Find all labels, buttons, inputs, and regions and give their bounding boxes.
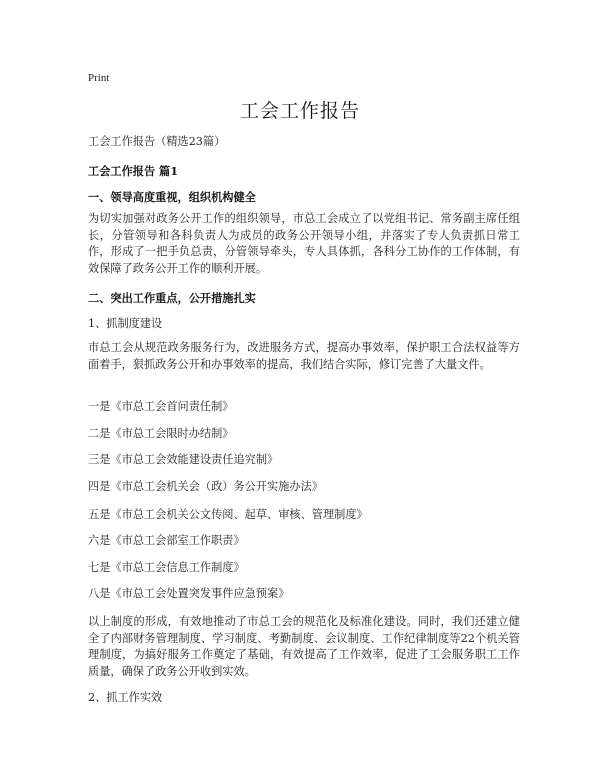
list-item: 一是《市总工会首问责任制》 — [88, 400, 234, 413]
paragraph-system-building: 市总工会从规范政务服务行为，改进服务方式，提高办事效率，保护职工合法权益等方面着手，狠抓政务公开和办事效率的提高，我们结合实际，修订完善了大量文件。 — [88, 341, 520, 371]
heading-leadership: 一、领导高度重视，组织机构健全 — [88, 190, 256, 204]
paragraph-system-results: 以上制度的形成，有效地推动了市总工会的规范化及标准化建设。同时，我们还建立健全了内部财务管理制度、学习制度、考勤制度、会议制度、工作纪律制度等22个机关管理制度，为搞好服务工作奠定了基础，有效提高了工作效率，促进了工会服务职工工作质量，确保了政务公开收到实效。 — [88, 615, 520, 678]
list-item: 二是《市总工会限时办结制》 — [88, 427, 234, 440]
list-item: 七是《市总工会信息工作制度》 — [88, 561, 245, 574]
list-item: 六是《市总工会部室工作职责》 — [88, 534, 245, 547]
section-heading: 工会工作报告 篇1 — [88, 164, 178, 178]
list-item: 三是《市总工会效能建设责任追究制》 — [88, 453, 279, 466]
print-label: Print — [88, 72, 110, 84]
sub-heading-system-building: 1、抓制度建设 — [88, 317, 163, 330]
list-item: 五是《市总工会机关公文传阅、起草、审核、管理制度》 — [88, 508, 368, 521]
paragraph-leadership: 为切实加强对政务公开工作的组织领导，市总工会成立了以党组书记、常务副主席任组长，分管领导和各科负责人为成员的政务公开领导小组，并落实了专人负责抓日常工作，形成了一把手负总责，分管领导牵头，专人具体抓，各科分工协作的工作体制，有效保障了政务公开工作的顺利开展。 — [88, 212, 520, 275]
heading-key-work: 二、突出工作重点，公开措施扎实 — [88, 291, 256, 305]
document-subtitle: 工会工作报告（精选23篇） — [88, 135, 226, 148]
list-item: 八是《市总工会处置突发事件应急预案》 — [88, 587, 290, 600]
document-title: 工会工作报告 — [239, 100, 360, 122]
list-item: 四是《市总工会机关会（政）务公开实施办法》 — [88, 480, 323, 493]
sub-heading-work-effectiveness: 2、抓工作实效 — [88, 691, 163, 704]
